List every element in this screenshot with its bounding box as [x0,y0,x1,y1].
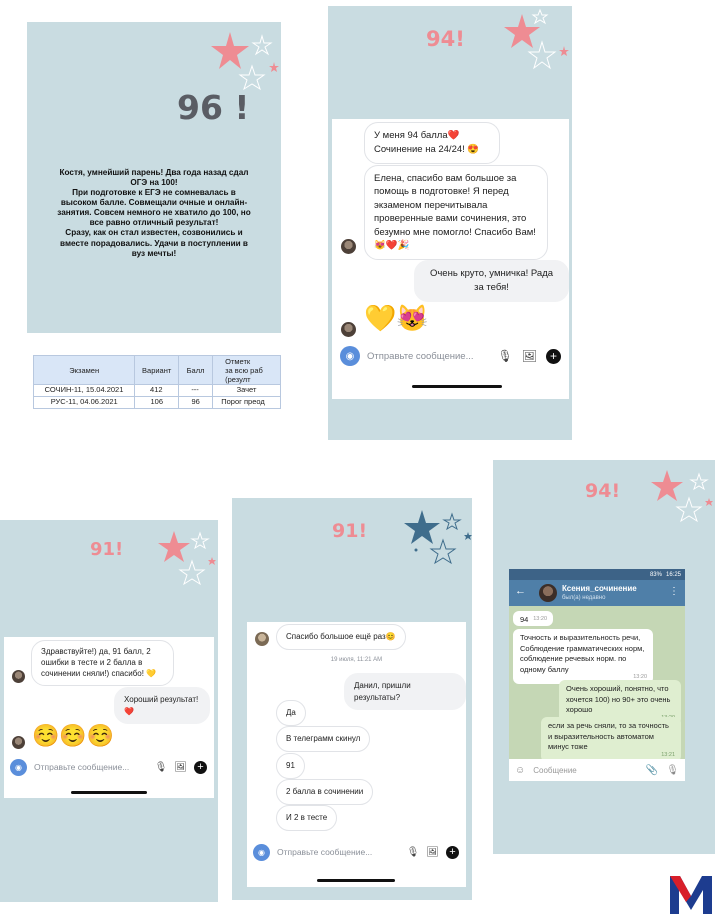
contact-name[interactable]: Ксения_сочинение [562,584,637,593]
col-header: Вариант [135,356,179,384]
review-text [41,168,267,259]
message-bubble: 2 балла в сочинении [276,779,373,805]
col-header: Экзамен [34,356,135,384]
table-header [33,355,281,385]
camera-icon[interactable]: ◉ [340,346,360,366]
emoji-message: ☺️☺️☺️ [32,723,115,748]
review-line: высоком балле. Совмещали очные и онлайн- [60,198,248,208]
avatar [341,322,356,337]
message-bubble: Да [276,700,306,726]
chat-screen [247,622,466,887]
table-cell: РУС-11, 04.06.2021 [34,397,135,408]
score-heading: 91! [332,520,368,542]
message-bubble: Здравствуйте!) да, 91 балл, 2 ошибки в тесте и 2 балла в сочинении сняли!) спасибо! 💛 [31,640,174,686]
gallery-icon[interactable]: 🖼 [521,349,537,363]
chat-screen [4,637,214,798]
message-date: 19 июля, 11:21 AM [330,657,383,663]
score-heading: 94! [585,480,621,502]
review-card-96 [27,22,281,333]
review-line: вместе порадовались. Удачи в поступлении в [60,238,248,248]
add-icon[interactable]: + [194,761,207,774]
message-bubble: Елена, спасибо вам большое за помощь в подготовке! Я перед экзаменом перечитывала проверенные вами сочинения, это безумно мне помогло! Спасибо Вам!😻❤️🎉 [364,165,548,260]
battery-label: 83% [649,571,662,578]
table-cell: 96 [179,397,213,408]
stars-decoration-icon [152,525,218,595]
contact-status: был(а) недавно [562,595,606,601]
avatar [255,632,269,646]
review-line: вуз мечты! [131,248,177,258]
contact-avatar[interactable] [539,584,557,602]
home-indicator [412,385,502,388]
message-bubble: Данил, пришли результаты? [344,673,466,710]
message-input[interactable]: Сообщение [533,765,577,775]
col-header: Балл [179,356,213,384]
table-cell: --- [179,385,213,396]
emoji-icon[interactable]: ☺ [515,764,526,776]
review-line: занятия. Совсем немного не хватило до 100, но [57,208,251,218]
message-bubble: И 2 в тесте [276,805,337,831]
message-text: Точность и выразительность речи, Соблюдение грамматических норм, соблюдение речевых норм. по одному баллу [520,633,645,674]
stars-decoration-icon [498,6,572,81]
message-text: Очень хороший, понятно, что хочется 100) но 90+ это очень хорошо [566,684,671,714]
message-bubble: 91 [276,753,305,779]
stars-decoration-icon [400,506,472,576]
message-bubble [541,717,681,762]
review-card-94 [328,6,572,440]
emoji-message: 💛😻 [364,303,429,333]
attach-icon[interactable]: 📎 [645,764,659,776]
message-bubble: Спасибо большое ещё раз😊 [276,624,406,650]
brand-logo [668,872,714,916]
more-menu-icon[interactable]: ⋮ [669,586,679,597]
message-composer [247,841,466,863]
table-row [33,385,281,397]
col-header-line: (резулт [225,375,251,384]
avatar [12,670,25,683]
col-header-line: за всю раб [225,366,263,375]
home-indicator [71,791,147,794]
message-time: 13:20 [533,616,547,623]
camera-icon[interactable]: ◉ [253,844,270,861]
score-heading: 91! [90,539,124,560]
message-input[interactable]: Отправьте сообщение... [34,762,130,772]
back-arrow-icon[interactable]: ← [515,585,526,597]
microphone-icon[interactable]: 🎙 [497,349,513,363]
chat-header [509,580,685,606]
avatar [12,736,25,749]
message-input[interactable]: Отправьте сообщение... [277,847,373,857]
microphone-icon[interactable]: 🎙 [666,764,679,776]
table-cell: 412 [135,385,178,396]
review-line: все равно отличный результат! [89,218,219,228]
message-time: 13:21 [661,751,675,758]
add-icon[interactable]: + [546,349,561,364]
stars-decoration-icon [202,26,281,96]
message-input[interactable]: Отправьте сообщение... [367,350,474,362]
stars-decoration-icon [651,466,715,536]
table-cell: СОЧИН-11, 15.04.2021 [34,385,135,396]
review-line: При подготовке к ЕГЭ не сомневалась в [72,188,236,198]
chat-screen [332,119,569,399]
review-card-94-telegram [493,460,715,854]
message-composer [4,756,214,778]
message-text: если за речь сняли, то за точность и выразительность автоматом минус тоже [548,721,669,751]
avatar [341,239,356,254]
gallery-icon[interactable]: 🖼 [174,761,187,773]
score-heading: 94! [426,27,465,51]
table-row [33,397,281,409]
table-cell: 106 [135,397,179,408]
add-icon[interactable]: + [446,846,459,859]
status-bar [509,569,685,580]
camera-icon[interactable]: ◉ [10,759,27,776]
message-bubble: У меня 94 балла❤️ Сочинение на 24/24! 😍 [364,122,500,164]
message-bubble [513,629,653,684]
microphone-icon[interactable]: 🎙 [154,761,168,773]
review-line: Сразу, как он стал известен, созвонились и [65,228,243,238]
gallery-icon[interactable]: 🖼 [426,846,439,858]
review-line: ОГЭ на 100! [130,178,178,188]
table-cell: Зачет [236,385,257,394]
telegram-screen [509,569,685,781]
exam-results-table [33,355,281,409]
col-header [213,356,280,384]
table-cell: Порог преод [221,397,265,406]
review-line: Костя, умнейший парень! Два года назад сдал [59,168,249,177]
review-card-91-a [0,520,218,902]
col-header-line: Отметк [225,357,251,366]
microphone-icon[interactable]: 🎙 [406,846,420,858]
message-composer [509,759,685,781]
message-bubble: Очень круто, умничка! Рада за тебя! [414,260,569,302]
message-bubble [513,611,553,626]
score-heading: 96 ! [177,88,250,127]
home-indicator [317,879,395,882]
message-bubble: В телеграмм скинул [276,726,370,752]
message-time: 13:20 [633,674,647,681]
review-card-91-b [232,498,472,900]
message-bubble: Хороший результат! ❤️ [114,687,210,724]
message-text: 94 [520,615,529,624]
clock-label: 16:25 [665,571,681,578]
message-composer [332,343,569,369]
